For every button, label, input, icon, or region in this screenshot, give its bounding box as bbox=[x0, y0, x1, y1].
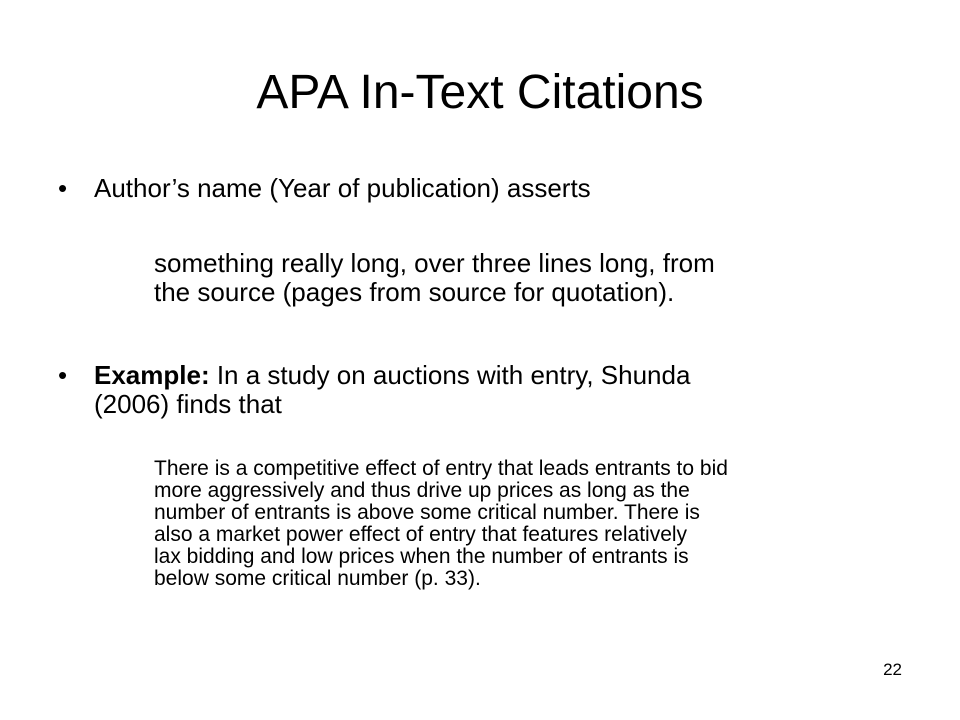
bullet-text: Author’s name (Year of publication) asserts bbox=[94, 173, 591, 203]
example-text-line: In a study on auctions with entry, Shunda bbox=[209, 360, 691, 390]
quote-line: below some critical number (p. 33). bbox=[154, 567, 481, 590]
bullet-marker: • bbox=[58, 173, 68, 203]
block-quote-example bbox=[154, 458, 874, 590]
example-text-line: (2006) finds that bbox=[94, 389, 282, 419]
page-number: 22 bbox=[883, 660, 902, 679]
block-quote-format bbox=[154, 249, 874, 307]
quote-line: number of entrants is above some critical number. There is bbox=[154, 501, 700, 524]
quote-line: more aggressively and thus drive up prices as long as the bbox=[154, 479, 690, 502]
quote-line: something really long, over three lines long, from bbox=[154, 248, 715, 278]
quote-line: also a market power effect of entry that features relatively bbox=[154, 523, 688, 546]
example-label: Example: bbox=[94, 360, 210, 390]
quote-line: lax bidding and low prices when the number of entrants is bbox=[154, 545, 689, 568]
slide-title: APA In-Text Citations bbox=[256, 66, 704, 119]
quote-line: There is a competitive effect of entry that leads entrants to bid bbox=[154, 457, 728, 480]
bullet-marker: • bbox=[58, 360, 68, 390]
bullet-example-body bbox=[94, 361, 874, 419]
quote-line: the source (pages from source for quotation). bbox=[154, 277, 675, 307]
